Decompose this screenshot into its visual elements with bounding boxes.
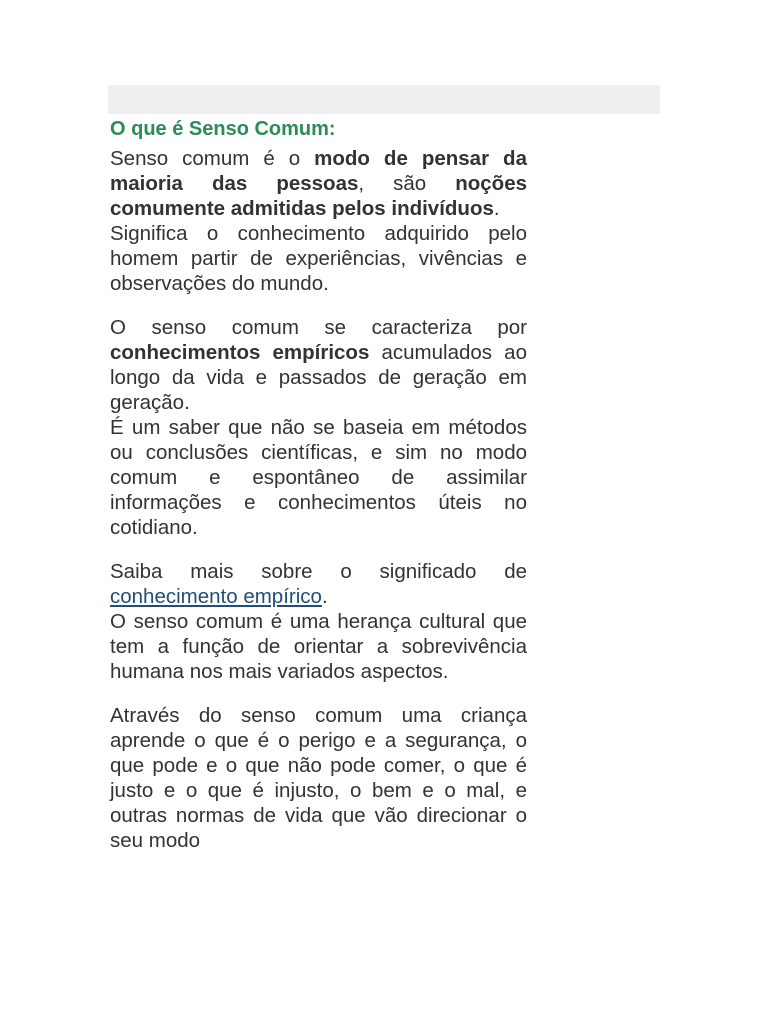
text-run: .	[321, 585, 328, 608]
text-run: O senso comum se caracteriza por	[110, 316, 527, 339]
text-line: É um saber que não se baseia em métodos ou conclusões científicas, e sim no modo comum e espontâneo de assimilar informações e conhecimentos úteis no cotidiano.	[110, 416, 527, 539]
text-run: Senso comum é o	[110, 147, 315, 170]
top-banner-bar	[108, 85, 660, 114]
text-run: , são	[358, 172, 456, 195]
article-title: O que é Senso Comum:	[110, 118, 336, 140]
text-line: O senso comum é uma herança cultural que tem a função de orientar a sobrevivência humana nos mais variados aspectos.	[110, 610, 527, 683]
article-body	[110, 114, 527, 872]
text-run: Através do senso comum uma criança aprende o que é o perigo e a segurança, o que pode e o que não pode comer, o que é justo e o que é injusto, o bem e o mal, e outras normas de vida que vão direcionar o seu modo	[110, 704, 527, 852]
text-line: Significa o conhecimento adquirido pelo homem partir de experiências, vivências e observações do mundo.	[110, 222, 527, 295]
text-run: .	[493, 197, 500, 220]
link-conhecimento-empirico[interactable]: conhecimento empírico	[110, 585, 322, 608]
paragraph-definition	[110, 146, 527, 296]
paragraph-characteristics	[110, 315, 527, 540]
paragraph-cultural-heritage	[110, 559, 527, 684]
text-run: Saiba mais sobre o significado de	[110, 560, 527, 583]
bold-text: modo de pensar da maioria das pessoas	[110, 147, 527, 195]
bold-text: noções comumente admitidas pelos indivíduos	[110, 172, 528, 220]
bold-text: conhecimentos empíricos	[110, 341, 370, 364]
paragraph-child-learning	[110, 703, 527, 853]
text-run: acumulados ao longo da vida e passados de geração em geração.	[110, 341, 527, 414]
